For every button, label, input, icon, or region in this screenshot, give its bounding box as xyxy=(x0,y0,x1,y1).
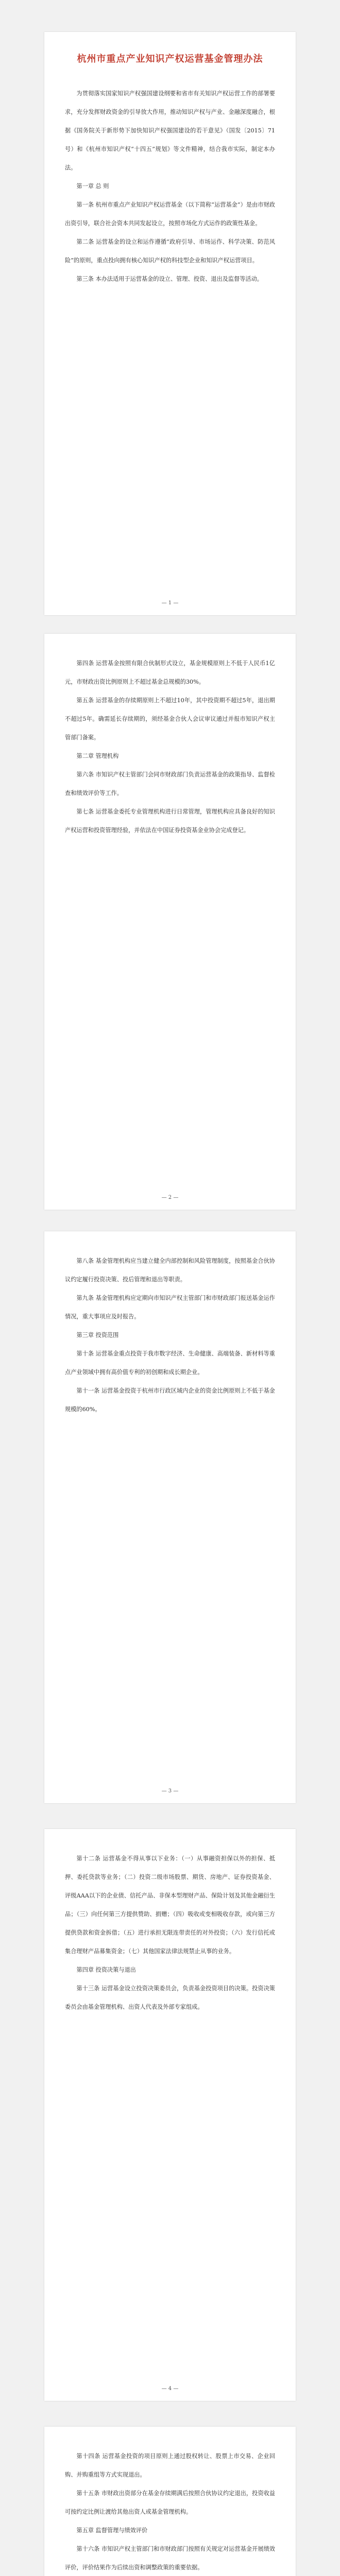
paragraph: 第一条 杭州市重点产业知识产权运营基金（以下简称“运营基金”）是由市财政出资引导，联合社会资本共同发起设立，按照市场化方式运作的政策性基金。 xyxy=(65,201,275,227)
paragraph: 第十一条 运营基金投资于杭州市行政区域内企业的资金比例原则上不低于基金规模的60%。 xyxy=(65,1387,275,1413)
paragraph: 第十五条 市财政出资部分在基金存续期满后按照合伙协议约定退出，投资收益可按约定比例让渡给其他出资人或基金管理机构。 xyxy=(65,2490,275,2515)
chapter-heading: 第五章 监督管理与绩效评价 xyxy=(76,2527,148,2534)
page-3-body xyxy=(44,1231,296,1419)
paragraph: 第十条 运营基金重点投资于我市数字经济、生命健康、高端装备、新材料等重点产业领域中拥有高价值专利的初创期和成长期企业。 xyxy=(65,1350,275,1376)
page-5-body xyxy=(44,2427,296,2576)
chapter-heading: 第四章 投资决策与退出 xyxy=(76,1967,136,1973)
chapter-heading: 第三章 投资范围 xyxy=(76,1332,119,1338)
paragraph: 第六条 市知识产权主管部门会同市财政部门负责运营基金的政策指导、监督检查和绩效评价等工作。 xyxy=(65,771,275,796)
page-5 xyxy=(44,2427,296,2576)
page-2 xyxy=(44,634,296,1210)
paragraph: 第十二条 运营基金不得从事以下业务：（一）从事融资担保以外的担保、抵押、委托贷款等业务；（二）投资二级市场股票、期货、房地产、证券投资基金、评级AAA以下的企业债、信托产品、非保本型理财产品、保险计划及其他金融衍生品；（三）向任何第三方提供赞助、捐赠；（四）吸收或变相吸收存款，或向第三方提供贷款和资金拆借；（五）进行承担无限连带责任的对外投资；（六）发行信托或集合理财产品募集资金；（七）其他国家法律法规禁止从事的业务。 xyxy=(65,1855,275,1955)
paragraph: 第九条 基金管理机构应定期向市知识产权主管部门和市财政部门报送基金运作情况，重大事项应及时报告。 xyxy=(65,1295,275,1320)
page-1 xyxy=(44,32,296,615)
page-4-body xyxy=(44,1829,296,2016)
page-4 xyxy=(44,1829,296,2401)
paragraph: 第八条 基金管理机构应当建立健全内部控制和风险管理制度，按照基金合伙协议约定履行投资决策、投后管理和退出等职责。 xyxy=(65,1258,275,1283)
page-number: — 4 — xyxy=(161,2386,179,2392)
paragraph: 第五条 运营基金的存续期原则上不超过10年，其中投资期不超过5年，退出期不超过5年。确需延长存续期的，须经基金合伙人会议审议通过并报市知识产权主管部门备案。 xyxy=(65,697,275,741)
chapter-heading: 第一章 总 则 xyxy=(76,183,109,190)
paragraph: 第七条 运营基金委托专业管理机构进行日常管理，管理机构应具备良好的知识产权运营和投资管理经验，并依法在中国证券投资基金业协会完成登记。 xyxy=(65,808,275,834)
page-3 xyxy=(44,1231,296,1803)
paragraph: 第十六条 市知识产权主管部门和市财政部门按照有关规定对运营基金开展绩效评价，评价结果作为后续出资和调整政策的重要依据。 xyxy=(65,2546,275,2571)
paragraph: 第三条 本办法适用于运营基金的设立、管理、投资、退出及监督等活动。 xyxy=(76,276,263,282)
paragraph: 第十三条 运营基金设立投资决策委员会，负责基金投资项目的决策。投资决策委员会由基金管理机构、出资人代表及外部专家组成。 xyxy=(65,1985,275,2010)
page-number: — 1 — xyxy=(161,600,179,606)
document-title: 杭州市重点产业知识产权运营基金管理办法 xyxy=(77,54,263,64)
paragraph: 第四条 运营基金按照有限合伙制形式设立，基金规模原则上不低于人民币1亿元，市财政出资比例原则上不超过基金总规模的30%。 xyxy=(65,660,275,685)
paragraph: 为贯彻落实国家知识产权强国建设纲要和省市有关知识产权运营工作的部署要求，充分发挥财政资金的引导放大作用，推动知识产权与产业、金融深度融合，根据《国务院关于新形势下加快知识产权强国建设的若干意见》（国发〔2015〕71号）和《杭州市知识产权“十四五”规划》等文件精神，结合我市实际，制定本办法。 xyxy=(65,90,275,171)
page-1-body xyxy=(44,84,296,289)
page-2-body xyxy=(44,634,296,840)
paragraph: 第十四条 运营基金投资的项目原则上通过股权转让、股票上市交易、企业回购、并购重组等方式实现退出。 xyxy=(65,2453,275,2478)
page-number: — 2 — xyxy=(161,1195,179,1200)
chapter-heading: 第二章 管理机构 xyxy=(76,753,119,759)
paragraph: 第二条 运营基金的设立和运作遵循“政府引导、市场运作、科学决策、防范风险”的原则，重点投向拥有核心知识产权的科技型企业和知识产权运营项目。 xyxy=(65,239,275,264)
page-number: — 3 — xyxy=(161,1788,179,1794)
